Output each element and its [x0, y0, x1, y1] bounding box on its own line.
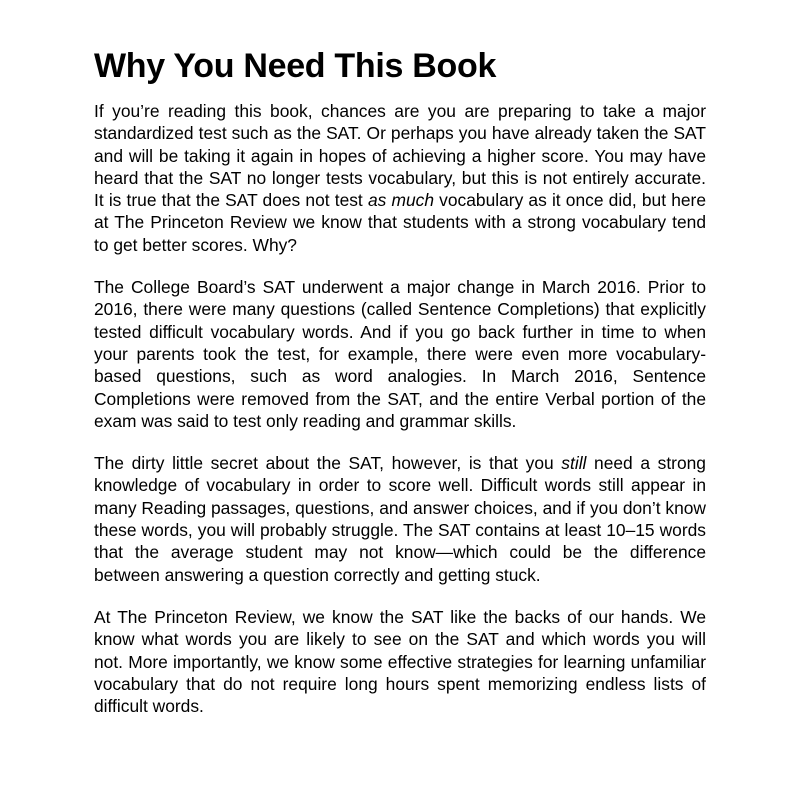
paragraph-4: [94, 606, 706, 717]
paragraph-3-text-start: The dirty little secret about the SAT, however, is that you: [94, 453, 562, 474]
paragraph-1: [94, 100, 706, 256]
paragraph-1-text-start: If you’re reading this book, chances are you are preparing to take a major standardized test such as the SAT. Or perhaps you have already taken the SAT and will be taking it again in hopes of achieving a higher score. You may have heard that the SAT no longer tests vocabulary, but this is not entirely accurate. It is true that the SAT does not test: [94, 101, 706, 211]
page-title: Why You Need This Book: [94, 47, 497, 85]
paragraph-4-text: At The Princeton Review, we know the SAT like the backs of our hands. We know what words you are likely to see on the SAT and which words you will not. More importantly, we know some effective strategies for learning unfamiliar vocabulary that do not require long hours spent memorizing endless lists of difficult words.: [94, 606, 706, 717]
paragraph-3: [94, 452, 706, 586]
paragraph-1-emphasis: as much: [367, 190, 434, 211]
paragraph-2: [94, 276, 706, 432]
paragraph-3-emphasis: still: [561, 453, 587, 474]
document-page: [94, 44, 706, 717]
paragraph-1-text-end: vocabulary as it once did, but here at The Princeton Review we know that students with a strong vocabulary tend to get better scores. Why?: [94, 190, 707, 255]
paragraph-3-text-end: need a strong knowledge of vocabulary in order to score well. Difficult words still appear in many Reading passages, questions, and answer choices, and if you don’t know these words, you will probably struggle. The SAT contains at least 10–15 words that the average student may not know—which could be the difference between answering a question correctly and getting stuck.: [94, 453, 706, 585]
paragraph-2-text: The College Board’s SAT underwent a major change in March 2016. Prior to 2016, there were many questions (called Sentence Completions) that explicitly tested difficult vocabulary words. And if you go back further in time to when your parents took the test, for example, there were even more vocabulary-based questions, such as word analogies. In March 2016, Sentence Completions were removed from the SAT, and the entire Verbal portion of the exam was said to test only reading and grammar skills.: [94, 277, 706, 431]
